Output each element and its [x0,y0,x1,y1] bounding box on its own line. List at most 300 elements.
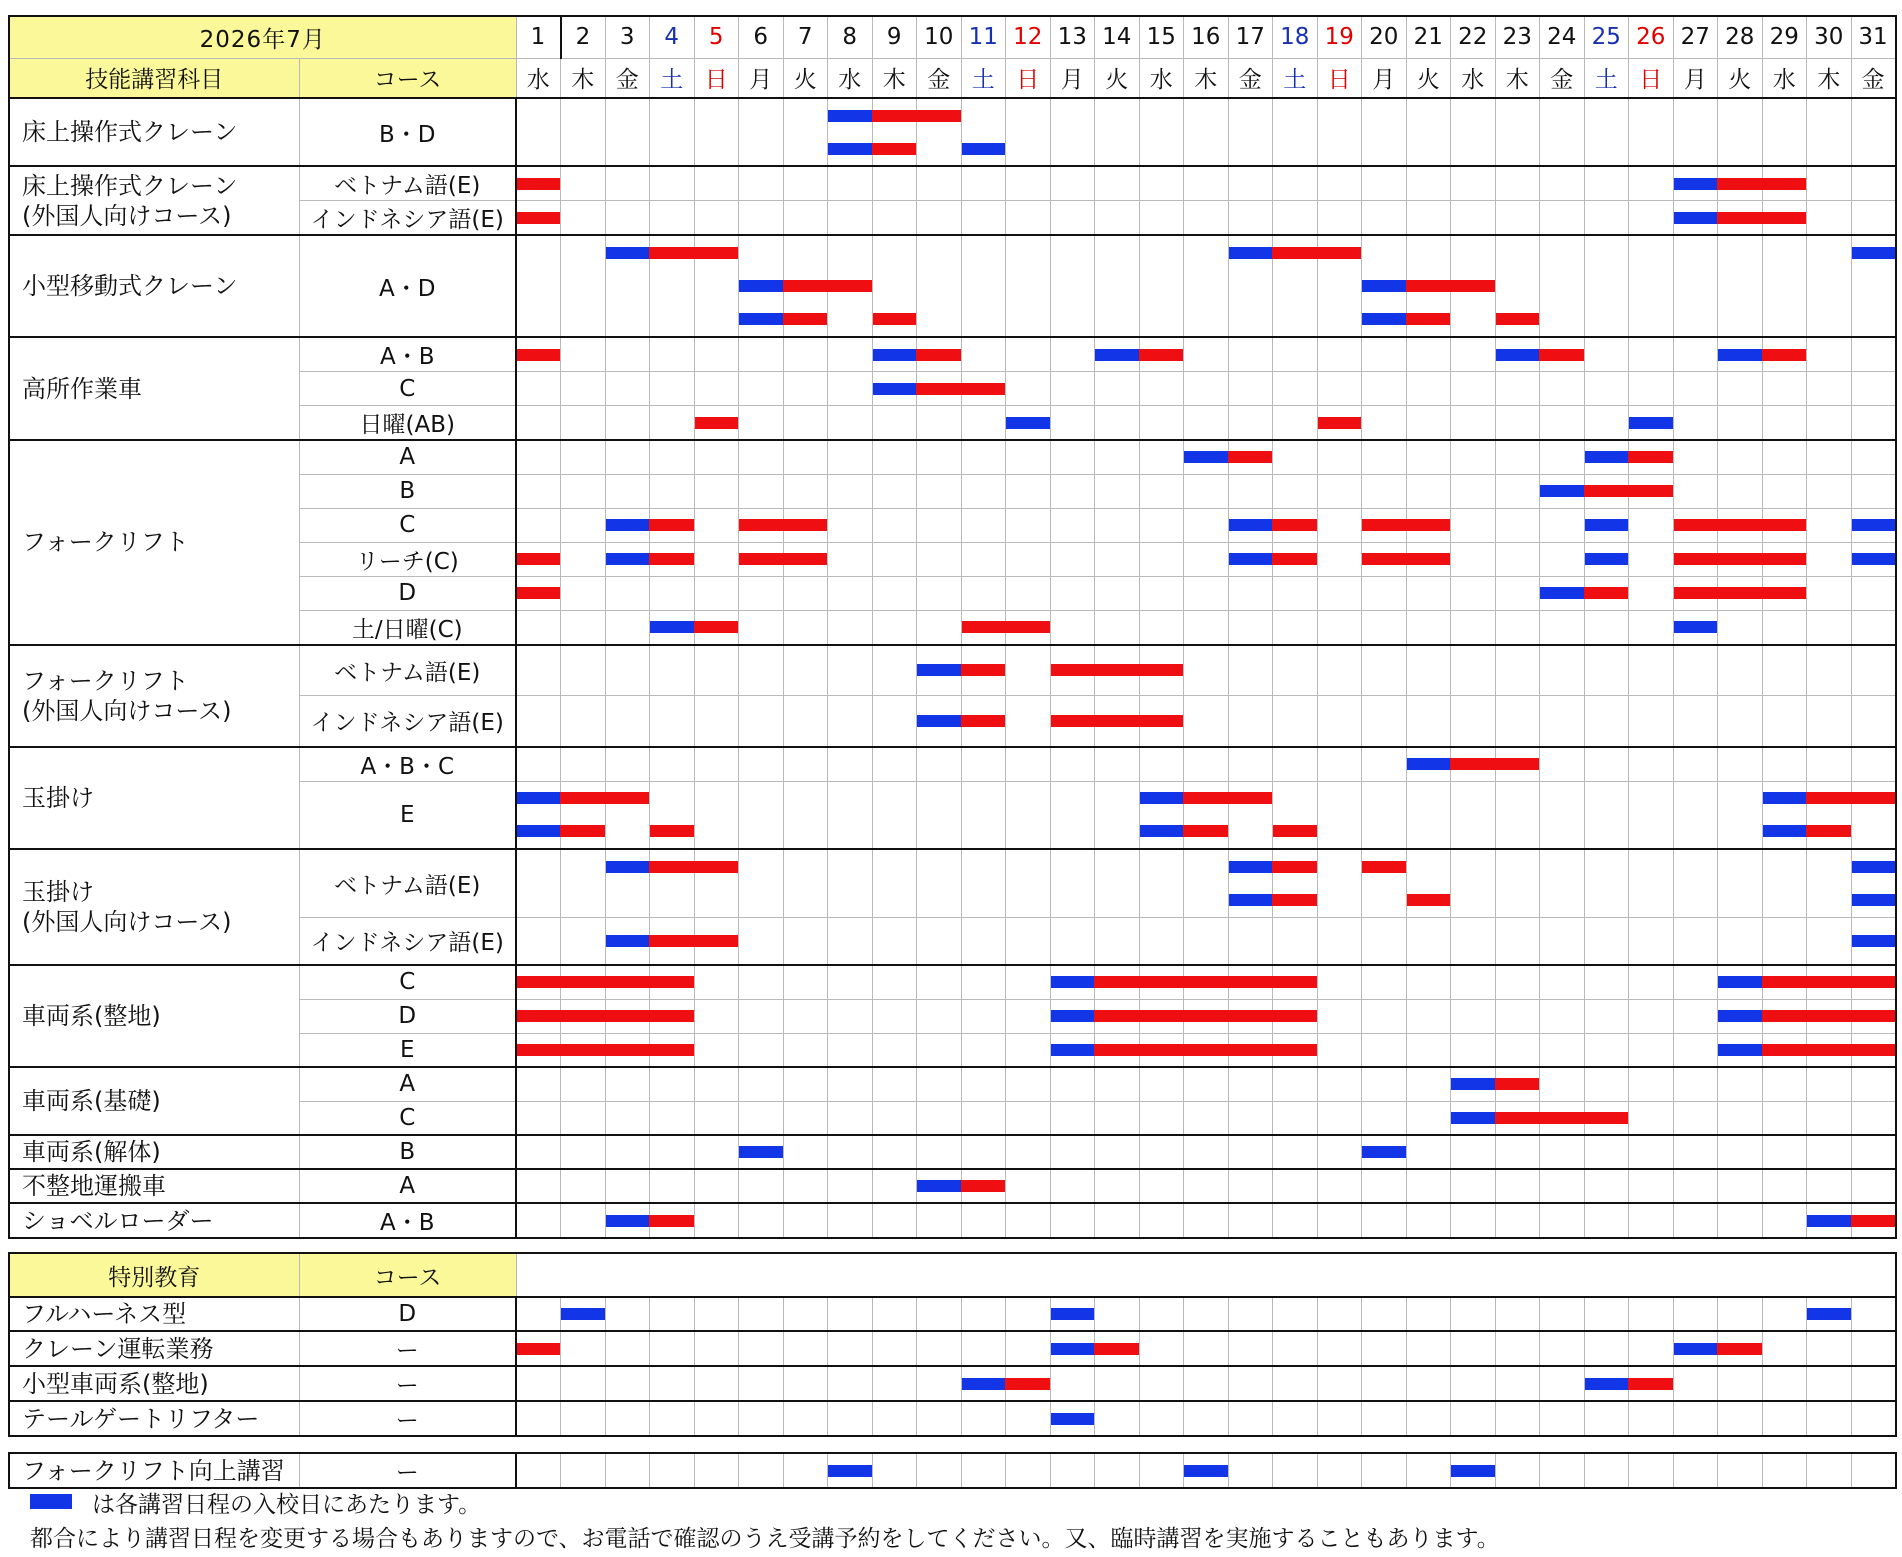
day-cell [1006,201,1051,236]
day-cell [1228,337,1273,372]
day-cell [1629,98,1674,166]
day-cell [1673,696,1718,747]
day-cell [1584,1453,1629,1488]
day-cell [1540,440,1585,474]
day-cell [1006,610,1051,645]
day-cell [1807,372,1852,406]
day-cell [561,747,606,782]
start-day-bar [1184,451,1229,463]
day-cell [828,1067,873,1101]
day-cell [1050,781,1095,849]
day-cell [917,166,962,201]
day-cell [1228,201,1273,236]
day-cell [1362,508,1407,542]
day-cell [694,474,739,508]
session-day-bar [1628,451,1673,463]
day-cell [1406,849,1451,917]
day-cell [917,645,962,696]
day-cell [1317,1203,1362,1238]
session-day-bar [1495,758,1540,770]
day-cell [1362,1101,1407,1135]
start-day-bar [1451,1112,1496,1124]
day-number: 3 [605,16,650,58]
day-cell [1317,696,1362,747]
day-cell [1228,610,1273,645]
day-cell [650,1135,695,1169]
session-day-bar [1139,976,1185,988]
session-day-bar [1139,349,1184,361]
day-cell [1406,1169,1451,1203]
day-cell [917,1067,962,1101]
day-cell [1762,849,1807,917]
day-cell [1139,372,1184,406]
session-day-bar [1495,1078,1540,1090]
day-cell [1273,508,1318,542]
day-cell [1807,166,1852,201]
day-cell [1406,474,1451,508]
day-cell [1273,645,1318,696]
day-number: 11 [961,16,1006,58]
start-day-bar [1585,1378,1630,1390]
day-cell [828,1297,873,1331]
day-cell [1495,372,1540,406]
day-cell [1807,440,1852,474]
session-day-bar [1272,894,1317,906]
day-cell [828,166,873,201]
day-cell [1762,98,1807,166]
day-cell [961,474,1006,508]
session-day-bar [739,553,784,565]
day-cell [1095,965,1140,999]
day-cell [1762,337,1807,372]
day-cell [694,1169,739,1203]
session-day-bar [1806,792,1852,804]
day-cell [739,781,784,849]
day-cell [917,696,962,747]
day-cell [694,508,739,542]
day-cell [650,1169,695,1203]
day-cell [516,781,561,849]
subject-cell [9,645,299,747]
course-column-header: コース [299,58,516,98]
course-cell: A・B [299,1203,516,1238]
day-cell [1317,201,1362,236]
day-cell [650,781,695,849]
day-cell [1050,1135,1095,1169]
day-cell [1406,965,1451,999]
day-cell [1540,1297,1585,1331]
day-cell [828,999,873,1033]
day-cell [872,166,917,201]
day-number: 10 [917,16,962,58]
subject-cell [9,1067,299,1135]
day-cell [1139,98,1184,166]
day-cell [872,1033,917,1067]
day-cell [516,1135,561,1169]
day-cell [1050,166,1095,201]
day-cell [1807,98,1852,166]
day-cell [694,1135,739,1169]
day-cell [828,1169,873,1203]
session-day-bar [827,280,872,292]
day-cell [1540,1169,1585,1203]
day-cell [1273,201,1318,236]
day-cell [961,1033,1006,1067]
day-number: 22 [1451,16,1496,58]
day-cell [1495,999,1540,1033]
day-cell [1184,610,1229,645]
day-cell [1006,747,1051,782]
day-cell [694,917,739,965]
day-cell [1184,1169,1229,1203]
day-cell [1006,337,1051,372]
day-cell [694,747,739,782]
day-cell [1584,1067,1629,1101]
day-cell [1629,1169,1674,1203]
weekday-label: 金 [917,58,962,98]
day-cell [1718,474,1763,508]
day-cell [739,917,784,965]
day-cell [1451,1067,1496,1101]
day-cell [1807,917,1852,965]
day-cell [1762,1169,1807,1203]
day-cell [961,747,1006,782]
day-cell [650,965,695,999]
course-cell: ベトナム語(E) [299,645,516,696]
start-day-bar [606,553,651,565]
day-cell [605,98,650,166]
day-cell [605,1067,650,1101]
day-cell [1273,781,1318,849]
session-day-bar [649,976,694,988]
day-cell [1807,645,1852,696]
weekday-label: 月 [1673,58,1718,98]
subject-name: 車両系(解体) [22,1138,161,1166]
day-cell [561,1203,606,1238]
day-cell [917,1203,962,1238]
day-cell [828,440,873,474]
session-day-bar [1674,519,1719,531]
day-cell [1139,917,1184,965]
day-cell [1406,610,1451,645]
day-cell [694,1401,739,1436]
day-cell [1451,1453,1496,1488]
day-cell [828,372,873,406]
day-cell [783,1453,828,1488]
day-cell [783,1331,828,1366]
subject-cell [9,440,299,645]
day-cell [917,849,962,917]
day-cell [1673,406,1718,441]
subject-name: 床上操作式クレーン [22,171,238,200]
session-day-bar [1406,280,1452,292]
day-cell [1718,406,1763,441]
day-cell [1362,542,1407,576]
day-cell [1495,610,1540,645]
day-cell [917,965,962,999]
day-cell [739,201,784,236]
subject-name: フォークリフト [22,528,189,557]
day-cell [561,917,606,965]
day-cell [1584,1401,1629,1436]
subject-cell [9,965,299,1067]
start-day-bar [739,280,784,292]
day-cell [1273,1203,1318,1238]
day-cell [1673,1331,1718,1366]
day-cell [1317,1331,1362,1366]
start-day-bar [517,792,561,804]
day-cell [1050,576,1095,610]
start-day-bar [1852,247,1895,259]
session-day-bar [560,976,606,988]
day-cell [694,1297,739,1331]
start-day-bar [1095,349,1140,361]
day-number: 30 [1807,16,1852,58]
day-cell [917,1331,962,1366]
day-cell [1762,1101,1807,1135]
start-day-bar [606,247,651,259]
day-cell [1673,474,1718,508]
day-cell [1673,1033,1718,1067]
day-cell [1629,542,1674,576]
day-cell [917,1453,962,1488]
day-cell [1050,508,1095,542]
day-cell [1406,747,1451,782]
day-cell [1273,440,1318,474]
day-cell [961,965,1006,999]
day-cell [1095,999,1140,1033]
day-cell [828,98,873,166]
day-cell [1362,781,1407,849]
day-cell [1762,747,1807,782]
day-cell [1184,917,1229,965]
day-cell [783,849,828,917]
session-day-bar [873,313,917,325]
day-cell [1540,1203,1585,1238]
weekday-label: 火 [1406,58,1451,98]
skill-training-schedule-table [8,15,1897,1239]
day-cell [605,235,650,337]
day-cell [1673,542,1718,576]
day-cell [783,610,828,645]
start-day-bar [1229,247,1274,259]
day-cell [1006,1101,1051,1135]
day-cell [694,372,739,406]
day-cell [1673,917,1718,965]
subject-subtitle: (外国人向けコース) [22,696,232,725]
weekday-label: 木 [561,58,606,98]
day-cell [1718,1067,1763,1101]
day-cell [1228,1135,1273,1169]
weekday-label: 日 [1317,58,1362,98]
day-cell [561,1101,606,1135]
course-cell: D [299,576,516,610]
day-cell [1050,696,1095,747]
day-cell [1629,965,1674,999]
day-cell [1317,337,1362,372]
day-cell [1584,508,1629,542]
day-cell [1495,1101,1540,1135]
day-cell [1273,1297,1318,1331]
day-cell [516,1453,561,1488]
day-cell [1451,917,1496,965]
course-cell: B [299,1135,516,1169]
day-cell [1762,440,1807,474]
day-cell [739,1203,784,1238]
day-cell [1540,542,1585,576]
start-day-bar [739,313,784,325]
day-cell [1095,1067,1140,1101]
day-cell [783,1033,828,1067]
day-cell [561,610,606,645]
session-day-bar [1183,825,1228,837]
day-cell [1228,1453,1273,1488]
session-day-bar [1628,1378,1673,1390]
day-cell [1362,1203,1407,1238]
day-cell [872,406,917,441]
day-cell [1718,576,1763,610]
day-cell [1006,235,1051,337]
day-cell [1495,576,1540,610]
day-cell [1139,508,1184,542]
day-cell [1629,1101,1674,1135]
session-day-bar [1005,1378,1050,1390]
day-cell [828,645,873,696]
day-cell [961,1331,1006,1366]
day-cell [516,166,561,201]
day-cell [1095,696,1140,747]
day-cell [1673,1401,1718,1436]
day-cell [1629,1401,1674,1436]
day-cell [1584,474,1629,508]
day-cell [1540,1453,1585,1488]
session-day-bar [1183,1044,1229,1056]
session-day-bar [517,976,561,988]
day-cell [872,999,917,1033]
start-day-bar [1674,621,1718,633]
day-cell [1851,98,1896,166]
day-cell [1184,166,1229,201]
day-number: 14 [1095,16,1140,58]
day-cell [1184,98,1229,166]
day-cell [694,999,739,1033]
day-cell [605,372,650,406]
session-day-bar [1094,715,1140,727]
day-cell [650,440,695,474]
day-cell [1317,1101,1362,1135]
day-cell [1317,849,1362,917]
weekday-label: 木 [1495,58,1540,98]
day-cell [1362,999,1407,1033]
day-cell [1495,1033,1540,1067]
day-cell [828,696,873,747]
day-cell [917,337,962,372]
day-cell [1095,406,1140,441]
day-cell [1851,696,1896,747]
weekday-label: 月 [739,58,784,98]
day-cell [1495,1453,1540,1488]
day-cell [1584,235,1629,337]
day-cell [1095,1203,1140,1238]
day-cell [1718,1453,1763,1488]
day-cell [828,1401,873,1436]
day-cell [1228,406,1273,441]
day-cell [1184,1033,1229,1067]
weekday-label: 水 [1139,58,1184,98]
session-day-bar [1806,1044,1852,1056]
day-cell [1629,610,1674,645]
day-cell [1673,235,1718,337]
start-day-bar [606,861,651,873]
day-number: 16 [1184,16,1229,58]
day-cell [1629,1297,1674,1331]
day-cell [1317,1366,1362,1401]
session-day-bar [1762,349,1807,361]
day-cell [872,917,917,965]
day-cell [783,474,828,508]
day-cell [872,1169,917,1203]
day-cell [1184,508,1229,542]
day-cell [1807,696,1852,747]
course-cell: A・D [299,235,516,337]
day-cell [605,508,650,542]
day-cell [605,965,650,999]
day-cell [1184,474,1229,508]
day-cell [739,1101,784,1135]
day-cell [1762,1297,1807,1331]
session-day-bar [1272,247,1318,259]
day-cell [1050,849,1095,917]
day-cell [917,201,962,236]
day-cell [872,1135,917,1169]
day-cell [1317,508,1362,542]
day-cell [1451,1297,1496,1331]
day-cell [1762,610,1807,645]
session-day-bar [605,976,651,988]
day-cell [561,235,606,337]
day-cell [1095,337,1140,372]
day-cell [1762,1453,1807,1488]
weekday-label: 日 [1629,58,1674,98]
day-cell [1184,542,1229,576]
day-cell [961,337,1006,372]
day-cell [1851,166,1896,201]
day-cell [1540,610,1585,645]
day-cell [516,576,561,610]
day-cell [1807,1331,1852,1366]
day-cell [1095,440,1140,474]
day-cell [1451,1366,1496,1401]
day-cell [1762,1366,1807,1401]
day-cell [1584,917,1629,965]
day-cell [561,1169,606,1203]
day-cell [1050,1401,1095,1436]
day-cell [1362,747,1407,782]
session-day-bar [783,519,828,531]
session-day-bar [1005,621,1050,633]
day-cell [1540,781,1585,849]
day-cell [516,999,561,1033]
day-cell [561,201,606,236]
day-cell [1629,235,1674,337]
day-cell [1006,1297,1051,1331]
day-cell [1629,576,1674,610]
day-cell [561,999,606,1033]
day-cell [605,406,650,441]
day-cell [783,440,828,474]
day-cell [872,235,917,337]
day-cell [516,337,561,372]
